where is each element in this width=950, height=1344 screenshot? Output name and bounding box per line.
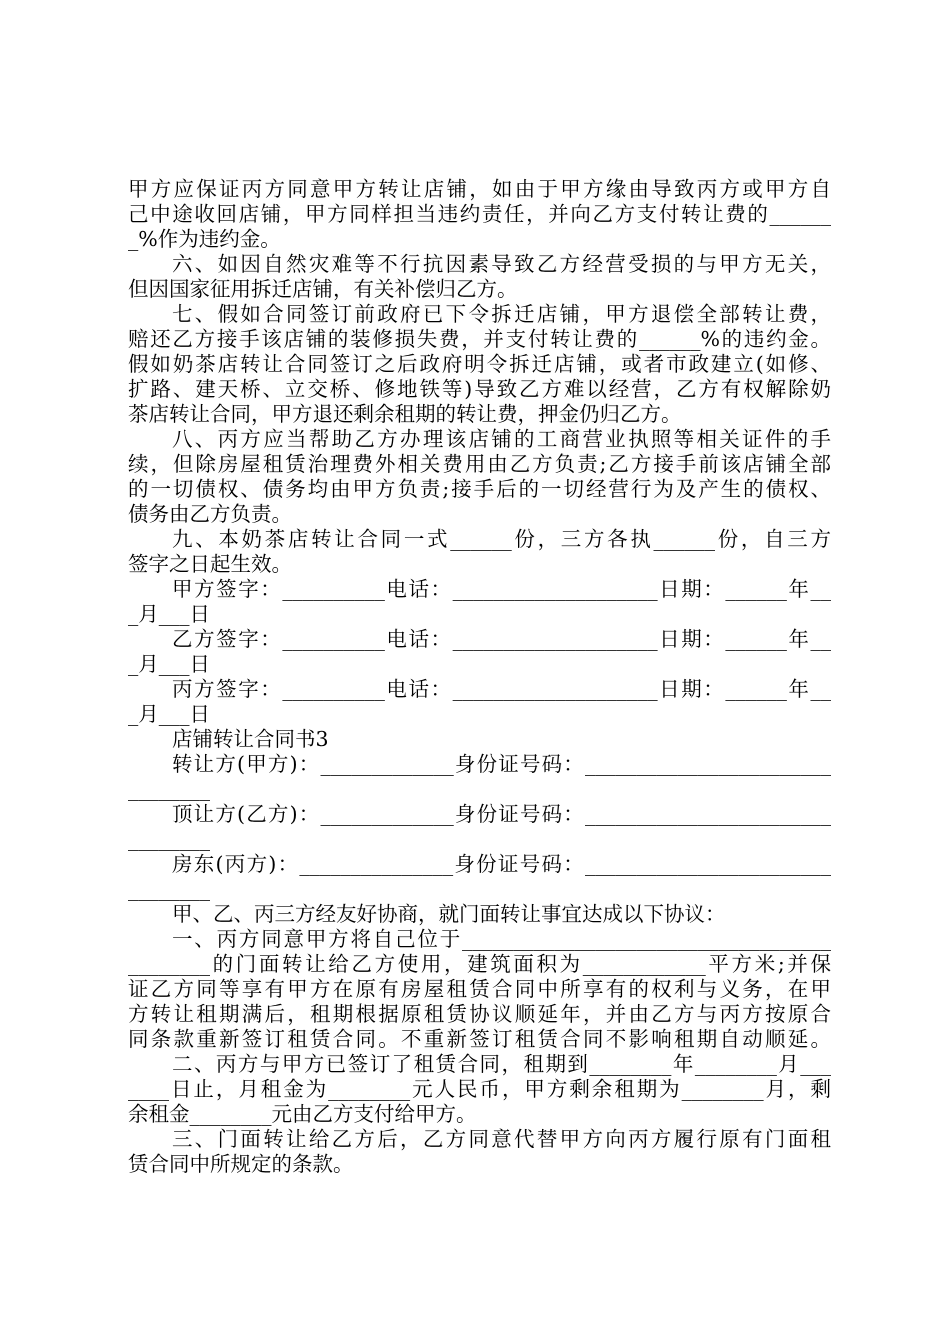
- clause-seven-line: 七、假如合同签订前政府已下令拆迁店铺，甲方退偿全部转让费，: [172, 302, 831, 326]
- party-b-signature-line: 乙方签字：__________电话：____________________日期：______年__: [172, 627, 831, 651]
- text-line: 己中途收回店铺，甲方同样担当违约责任，并向乙方支付转让费的______: [128, 202, 831, 226]
- text-line: 扩路、建天桥、立交桥、修地铁等)导致乙方难以经营，乙方有权解除奶: [128, 377, 831, 401]
- agreement-intro: 甲、乙、丙三方经友好协商，就门面转让事宜达成以下协议：: [172, 902, 726, 926]
- text-line: 同条款重新签订租赁合同。不重新签订租赁合同不影响租期自动顺延。: [128, 1027, 831, 1051]
- text-line: ________: [128, 827, 210, 851]
- text-line: 续，但除房屋租赁治理费外相关费用由乙方负责;乙方接手前该店铺全部: [128, 452, 831, 476]
- clause-nine-line: 九、本奶茶店转让合同一式______份，三方各执______份，自三方: [172, 527, 831, 551]
- text-line: _月___日: [128, 702, 210, 726]
- clause-eight-line: 八、丙方应当帮助乙方办理该店铺的工商营业执照等相关证件的手: [172, 427, 831, 451]
- clause-six-line: 六、如因自然灾难等不行抗因素导致乙方经营受损的与甲方无关，: [172, 252, 831, 276]
- text-line: 的一切债权、债务均由甲方负责;接手后的一切经营行为及产生的债权、: [128, 477, 831, 501]
- text-line: 债务由乙方负责。: [128, 502, 292, 526]
- text-line: 赔还乙方接手该店铺的装修损失费，并支付转让费的______%的违约金。: [128, 327, 831, 351]
- text-line: 但因国家征用拆迁店铺，有关补偿归乙方。: [128, 277, 518, 301]
- transferor-line: 转让方(甲方)：_____________身份证号码：________________________: [172, 752, 831, 776]
- text-line: ________: [128, 777, 210, 801]
- landlord-line: 房东(丙方)：_______________身份证号码：________________________: [172, 852, 831, 876]
- text-line: 赁合同中所规定的条款。: [128, 1152, 354, 1176]
- clause-three-line: 三、门面转让给乙方后，乙方同意代替甲方向丙方履行原有门面租: [172, 1127, 831, 1151]
- text-line: 茶店转让合同，甲方退还剩余租期的转让费，押金仍归乙方。: [128, 402, 682, 426]
- party-c-signature-line: 丙方签字：__________电话：____________________日期：______年__: [172, 677, 831, 701]
- text-line: ________的门面转让给乙方使用，建筑面积为____________平方米;并保: [128, 952, 831, 976]
- text-line: 甲方应保证丙方同意甲方转让店铺，如由于甲方缘由导致丙方或甲方自: [128, 177, 831, 201]
- section-title: 店铺转让合同书3: [172, 727, 329, 751]
- text-line: _月___日: [128, 652, 210, 676]
- text-line: ________: [128, 877, 210, 901]
- text-line: _月___日: [128, 602, 210, 626]
- transferee-line: 顶让方(乙方)：_____________身份证号码：________________________: [172, 802, 831, 826]
- text-line: 方转让租期满后，租期根据原租赁协议顺延年，并由乙方与丙方按原合: [128, 1002, 831, 1026]
- party-a-signature-line: 甲方签字：__________电话：____________________日期：______年__: [172, 577, 831, 601]
- text-line: 余租金________元由乙方支付给甲方。: [128, 1102, 477, 1126]
- clause-two-line: 二、丙方与甲方已签订了租赁合同，租期到________年________月___: [172, 1052, 831, 1076]
- clause-one-line: 一、丙方同意甲方将自己位于____________________________________: [172, 927, 831, 951]
- text-line: 签字之日起生效。: [128, 552, 292, 576]
- text-line: ____日止，月租金为________元人民币，甲方剩余租期为________月，剩: [128, 1077, 831, 1101]
- text-line: _%作为违约金。: [128, 227, 281, 251]
- text-line: 证乙方同等享有甲方在原有房屋租赁合同中所享有的权利与义务，在甲: [128, 977, 831, 1001]
- text-line: 假如奶茶店转让合同签订之后政府明令拆迁店铺，或者市政建立(如修、: [128, 352, 831, 376]
- document-page: [128, 177, 831, 1177]
